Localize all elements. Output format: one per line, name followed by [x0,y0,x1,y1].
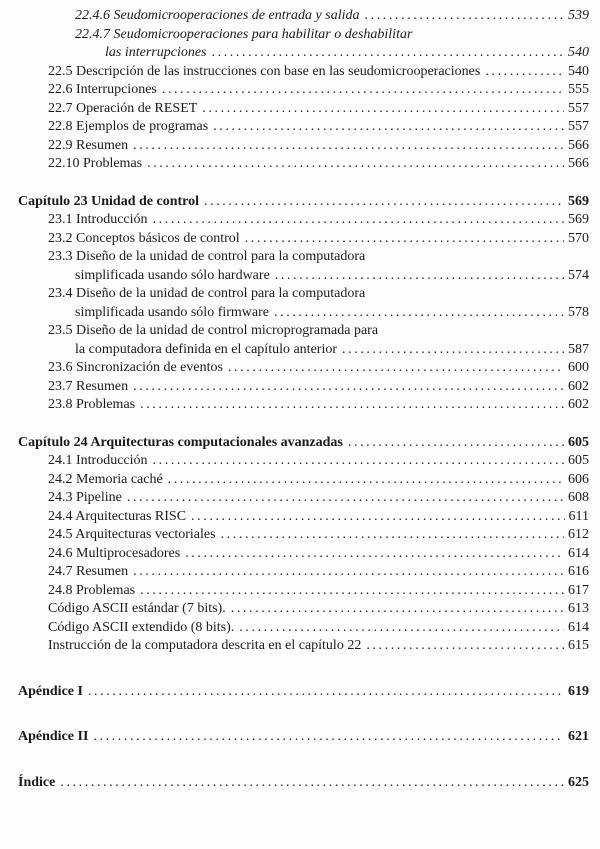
toc-entry-title: Capítulo 24 Arquitecturas computacionales avanzadas [18,434,343,450]
toc-entry [18,728,589,747]
toc-entry-line [18,508,589,527]
toc-page-number: 611 [568,508,589,524]
toc-entry [18,545,589,564]
toc-entry-title: simplificada usando sólo hardware [75,267,270,283]
toc-entry-title: 24.2 Memoria caché [48,471,163,487]
toc-page-number: 605 [568,434,589,450]
toc-entry-line [18,359,589,378]
dot-leader [127,489,564,508]
dot-leader [212,44,565,63]
toc-page-number: 570 [568,230,589,246]
dot-leader [239,619,564,638]
toc-entry-title: Instrucción de la computadora descrita en el capítulo 22 [48,638,362,653]
toc-entry-continuation-line [18,267,589,286]
toc-entry-line [18,322,589,341]
toc-page-number: 540 [568,45,589,60]
toc-entry-title: 22.10 Problemas [48,156,143,171]
dot-leader [231,600,564,619]
dot-leader [485,63,564,82]
toc-entry [18,452,589,471]
toc-page-number: 578 [568,304,589,320]
dot-leader [191,508,564,527]
toc-entry [18,359,589,378]
toc-entry-title: Código ASCII extendido (8 bits). [48,619,235,635]
toc-entry [18,193,589,212]
toc-entry-line [18,683,589,702]
toc-entry [18,230,589,249]
toc-entry [18,26,589,63]
toc-entry [18,489,589,508]
dot-leader [133,378,564,397]
toc-entry [18,211,589,230]
toc-entry [18,100,589,119]
toc-entry-line [18,81,589,100]
toc-entry-line [18,637,589,656]
toc-entry [18,248,589,285]
toc-entry [18,322,589,359]
toc-entry-line [18,285,589,304]
toc-entry [18,118,589,137]
toc-entry-title: 24.6 Multiprocesadores [48,545,181,561]
toc-entry-title: 22.4.6 Seudomicrooperaciones de entrada y salida [75,8,360,23]
toc-entry-title: Capítulo 23 Unidad de control [18,193,199,209]
toc-entry-title: 23.3 Diseño de la unidad de control para la computadora [48,249,366,264]
toc-entry-title: simplificada usando sólo firmware [75,304,270,320]
toc-page-number: 539 [568,8,589,23]
toc-entry-title: 23.4 Diseño de la unidad de control para la computadora [48,286,366,301]
toc-page-number: 617 [568,582,589,598]
dot-leader [274,304,564,323]
toc-entry-continuation-line [18,341,589,360]
toc-entry [18,434,589,453]
toc-page-number: 566 [568,156,589,171]
toc-entry-line [18,100,589,119]
toc-entry-title: 24.1 Introducción [48,453,148,468]
toc-entry-title: Apéndice I [18,683,83,699]
toc-page-number: 569 [568,193,589,209]
dot-leader [245,230,564,249]
toc-page-number: 612 [568,527,589,542]
toc-page-number: 614 [568,545,589,561]
toc-list [18,7,589,792]
dot-leader [221,526,564,545]
dot-leader [204,193,564,212]
toc-entry-title: 23.1 Introducción [48,212,148,227]
toc-entry-title: 23.7 Resumen [48,378,129,394]
toc-entry-line [18,545,589,564]
toc-page-number: 614 [568,619,589,635]
toc-page-number: 621 [568,729,589,744]
toc-entry [18,396,589,415]
toc-page-number: 616 [568,564,589,579]
toc-entry-line [18,230,589,249]
toc-entry-line [18,396,589,415]
toc-entry [18,582,589,601]
dot-leader [133,563,564,582]
toc-entry-title: 24.5 Arquitecturas vectoriales [48,527,216,542]
toc-entry [18,619,589,638]
toc-entry-line [18,137,589,156]
toc-entry [18,7,589,26]
toc-entry-title: 24.3 Pipeline [48,490,122,505]
toc-entry [18,471,589,490]
dot-leader [213,118,564,137]
dot-leader [153,452,564,471]
toc-entry-title: Código ASCII estándar (7 bits). [48,601,226,616]
toc-entry-title: las interrupciones [105,45,207,60]
toc-page-number: 602 [568,378,589,394]
toc-entry-line [18,211,589,230]
dot-leader [140,396,564,415]
toc-page-number: 625 [568,774,589,790]
toc-entry-line [18,248,589,267]
dot-leader [168,471,564,490]
toc-entry-title: 23.6 Sincronización de eventos [48,360,223,375]
toc-entry-title: la computadora definida en el capítulo anterior [75,341,338,357]
dot-leader [275,267,564,286]
toc-page-number: 557 [568,119,589,134]
toc-page-number: 555 [568,82,589,97]
toc-entry-line [18,526,589,545]
dot-leader [140,582,564,601]
toc-entry-title: 24.7 Resumen [48,564,129,579]
toc-entry-line [18,63,589,82]
toc-page-number: 569 [568,212,589,227]
toc-entry-line [18,452,589,471]
toc-entry-title: 22.7 Operación de RESET [48,100,198,116]
toc-entry-title: 23.8 Problemas [48,397,136,412]
toc-entry-line [18,600,589,619]
dot-leader [366,637,564,656]
toc-entry-line [18,563,589,582]
toc-entry-title: 23.5 Diseño de la unidad de control microprogramada para [48,323,379,338]
toc-page-number: 557 [568,100,589,116]
toc-page-number: 602 [568,397,589,412]
toc-entry [18,155,589,174]
toc-entry-line [18,193,589,212]
toc-entry-title: Índice [18,774,56,790]
toc-entry-line [18,378,589,397]
toc-entry-line [18,774,589,793]
dot-leader [88,683,564,702]
toc-entry-line [18,619,589,638]
toc-page-number: 619 [568,683,589,699]
toc-entry [18,774,589,793]
toc-entry-line [18,582,589,601]
dot-leader [153,211,564,230]
toc-page-number: 587 [568,341,589,357]
toc-entry-line [18,489,589,508]
toc-entry-title: 22.8 Ejemplos de programas [48,119,209,134]
dot-leader [202,100,564,119]
toc-entry-line [18,155,589,174]
toc-page-number: 600 [568,360,589,375]
toc-entry [18,637,589,656]
dot-leader [185,545,564,564]
dot-leader [348,434,564,453]
toc-entry [18,63,589,82]
dot-leader [162,81,564,100]
dot-leader [228,359,564,378]
toc-page-number: 566 [568,137,589,153]
toc-entry [18,600,589,619]
dot-leader [365,7,565,26]
dot-leader [147,155,564,174]
toc-entry-title: 22.9 Resumen [48,137,129,153]
toc-page-number: 613 [568,601,589,616]
toc-entry [18,378,589,397]
toc-entry-line [18,728,589,747]
toc-entry [18,81,589,100]
dot-leader [93,728,564,747]
toc-entry-line [18,118,589,137]
toc-entry-title: 24.8 Problemas [48,582,136,598]
toc-page-number: 540 [568,63,589,79]
toc-entry-title: 23.2 Conceptos básicos de control [48,230,240,246]
toc-page-number: 608 [568,490,589,505]
toc-entry-line [18,471,589,490]
toc-entry-title: 22.5 Descripción de las instrucciones con base en las seudomicrooperaciones [48,63,481,79]
toc-entry-line [18,7,589,26]
toc-entry-title: Apéndice II [18,729,89,744]
toc-entry-continuation-line [18,304,589,323]
toc-entry [18,563,589,582]
toc-entry [18,137,589,156]
toc-entry [18,508,589,527]
toc-entry-title: 22.4.7 Seudomicrooperaciones para habilitar o deshabilitar [75,26,413,42]
toc-entry-title: 22.6 Interrupciones [48,82,157,97]
dot-leader [60,774,564,793]
toc-entry-title: 24.4 Arquitecturas RISC [48,508,187,524]
toc-entry-line [18,434,589,453]
toc-entry-continuation-line [18,44,589,63]
toc-entry [18,526,589,545]
toc-page-number: 605 [568,453,589,468]
dot-leader [133,137,564,156]
toc-page-number: 615 [568,638,589,653]
toc-page-number: 606 [568,471,589,487]
toc-entry [18,683,589,702]
toc-entry [18,285,589,322]
dot-leader [342,341,564,360]
toc-entry-line [18,26,589,45]
toc-page-number: 574 [568,267,589,283]
